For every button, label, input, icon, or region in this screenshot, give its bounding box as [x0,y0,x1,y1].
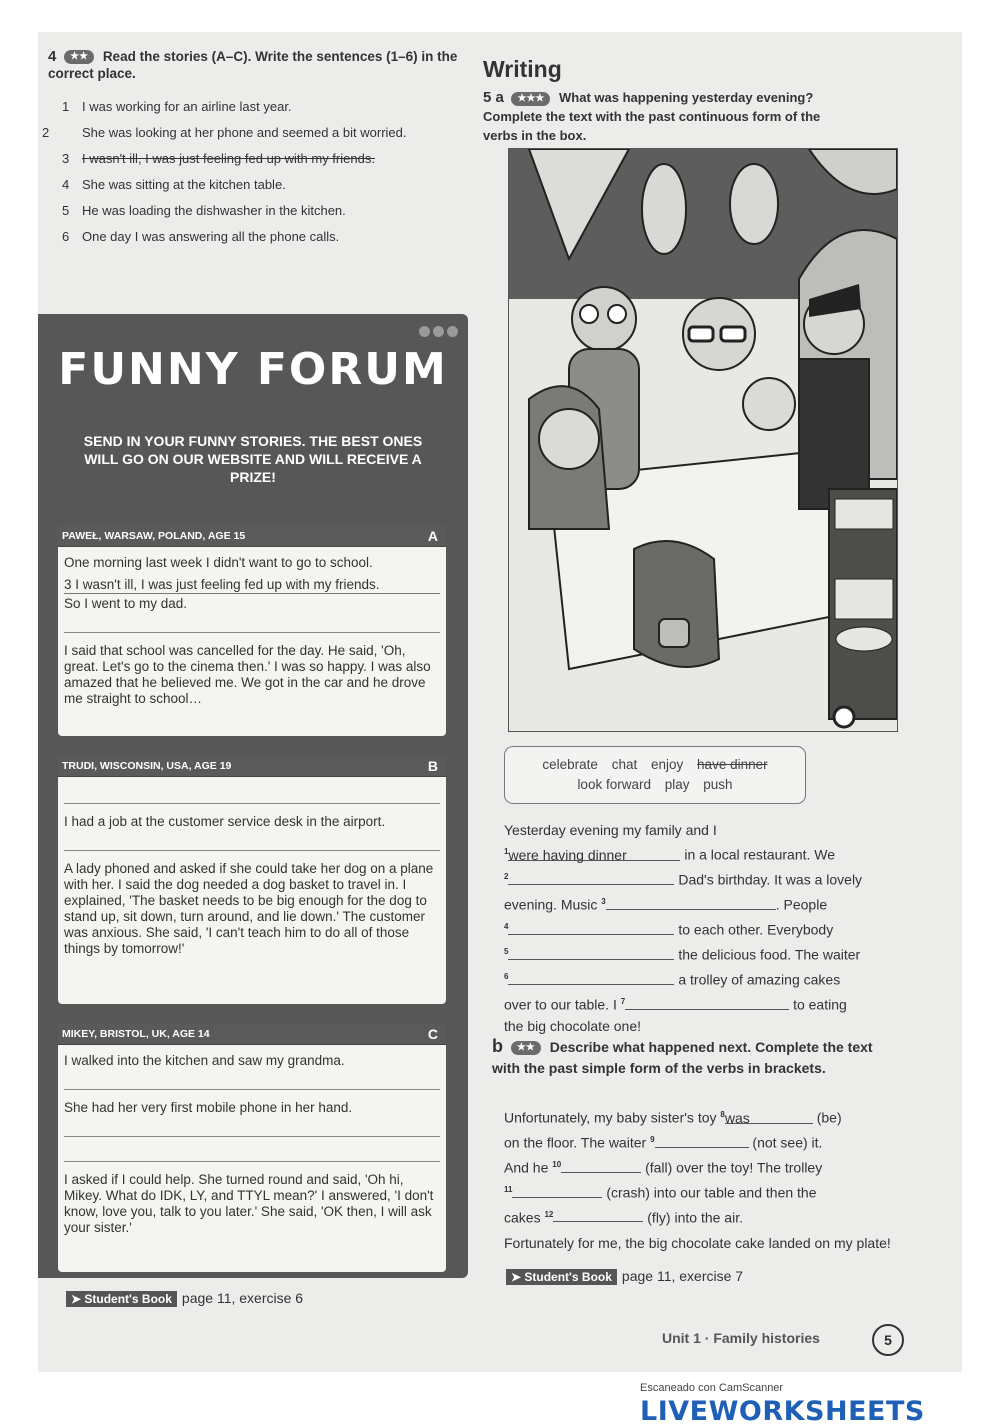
exercise-4-instruction [48,48,458,82]
verb-chip[interactable]: play [664,777,690,792]
story-header: PAWEŁ, WARSAW, POLAND, AGE 15 A [58,526,446,547]
answer-line-filled[interactable]: 3 I wasn't ill, I was just feeling fed up with my friends. [64,577,440,594]
verb-chip[interactable]: celebrate [542,757,598,772]
story-letter: B [427,758,438,774]
dot-icon [447,326,458,337]
sentence-item[interactable]: 5 He was loading the dishwasher in the kitchen. [62,203,346,218]
answer-line-empty[interactable] [64,1075,440,1090]
exercise-5b-text: Unfortunately, my baby sister's toy $^8$was (be) on the floor. The waiter $^9$ (not see) it. And he $^{10}$ (fall) over the toy! The trolley $^{11}$ (crash) into our table and then the cakes $^{12}$ (fly) into the air. Fortunately for me, the big chocolate cake landed on my plate! [504,1109,891,1251]
verb-chip-used[interactable]: have dinner [697,757,768,772]
difficulty-badge: ★★★ [511,92,550,106]
students-book-reference-right: ➤ Student's Book page 11, exercise 7 [506,1268,743,1285]
difficulty-badge: ★★ [511,1041,541,1055]
scanner-caption: Escaneado con CamScanner [640,1382,784,1394]
page-number: 5 [872,1324,904,1356]
answer-line-empty[interactable] [64,836,440,851]
instruction-text: Read the stories (A–C). Write the sentences (1–6) in the correct place. [48,49,458,81]
verb-chip[interactable]: chat [611,757,638,772]
story-header: MIKEY, BRISTOL, UK, AGE 14 C [58,1024,446,1045]
verb-chip[interactable]: push [703,777,733,792]
dot-icon [433,326,444,337]
gap-3[interactable] [606,894,776,910]
sentence-item[interactable]: 2 She was looking at her phone and seemed a bit worried. [42,125,407,140]
students-book-reference-left: ➤ Student's Book page 11, exercise 6 [66,1290,303,1307]
exercise-number: 4 [48,48,57,65]
verb-chip[interactable]: enjoy [651,757,684,772]
writing-heading: Writing [483,56,562,82]
story-body: I had a job at the customer service desk in the airport. A lady phoned and asked if she could take her dog on a plane with her. I said the dog needed a dog basket to travel in. I explained, 'The basket needs to be big enough for the dog to stand up, sit down, turn around, and lie down.' The customer was anxious. She said, 'I can't teach him to do all of those things by tomorrow!' [58,777,446,967]
verb-chip[interactable]: look forward [577,777,651,792]
gap-7[interactable] [625,994,789,1010]
liveworksheets-logo[interactable]: LIVEWORKSHEETS [640,1396,925,1427]
story-letter: A [427,528,438,544]
answer-line-empty[interactable] [64,1147,440,1162]
footer [640,1378,1000,1427]
exercise-5b-instruction: b ★★ Describe what happened next. Complete the text with the past simple form of the verbs in brackets. [492,1036,873,1076]
answer-line-empty[interactable] [64,618,440,633]
forum-subtitle: SEND IN YOUR FUNNY STORIES. THE BEST ONES WILL GO ON OUR WEBSITE AND WILL RECEIVE A PRIZE! [83,433,423,485]
gap-6[interactable] [508,969,674,985]
gap-2[interactable] [508,869,674,885]
exercise-5a-instruction: 5 a ★★★ What was happening yesterday evening? Complete the text with the past continuous form of the verbs in the box. [483,89,821,143]
story-header: TRUDI, WISCONSIN, USA, AGE 19 B [58,756,446,777]
gap-5[interactable] [508,944,674,960]
answer-line-empty[interactable] [64,789,440,804]
sentence-item[interactable]: 6 One day I was answering all the phone calls. [62,229,340,244]
gap-1-filled[interactable]: were having dinner [508,845,680,861]
forum-title: FUNNY FORUM [58,344,448,395]
gap-11[interactable] [512,1182,602,1198]
sentence-item-used[interactable]: 3 I wasn't ill, I was just feeling fed up with my friends. [62,151,375,166]
verb-box [504,746,806,804]
sentence-item[interactable]: 4 She was sitting at the kitchen table. [62,177,286,192]
gap-12[interactable] [553,1206,643,1222]
gap-8-filled[interactable]: was [725,1108,813,1124]
gap-10[interactable] [561,1157,641,1173]
window-dots [416,324,458,342]
dot-icon [419,326,430,337]
restaurant-illustration [508,148,898,732]
story-c [58,1024,446,1272]
story-body: One morning last week I didn't want to go to school. 3 I wasn't ill, I was just feeling fed up with my friends. So I went to my dad. I said that school was cancelled for the day. He said, 'Oh, great. Let's go to the cinema then.' I was so happy. I was also amazed that he believed me. We got in the car and he drove me straight to school… [58,547,446,717]
story-b [58,756,446,1004]
gap-4[interactable] [508,919,674,935]
difficulty-badge: ★★ [64,50,94,64]
exercise-5a-text: Yesterday evening my family and I $^1$were having dinner in a local restaurant. We $^2$ Dad's birthday. It was a lovely evening. Music $^3$ . People $^4$ to each other. Everybody $^5$ the delicious food. The waiter $^6$ a trolley of amazing cakes over to our table. I $^7$ to eating the big chocolate one! [504,822,863,1034]
restaurant-scene-image [509,149,897,731]
funny-forum-panel [38,314,468,1278]
unit-label: Unit 1 · Family histories [662,1330,820,1346]
story-letter: C [427,1026,438,1042]
story-body: I walked into the kitchen and saw my grandma. She had her very first mobile phone in her hand. I asked if I could help. She turned round and said, 'Oh hi, Mikey. What do IDK, LY, and TTYL mean?' I answered, 'I don't know, love you, talk to you later.' She said, 'OK then, I will ask your sister.' [58,1045,446,1246]
story-a [58,526,446,736]
gap-9[interactable] [655,1132,749,1148]
sentence-list [42,98,462,254]
sentence-item[interactable]: 1 I was working for an airline last year. [62,99,292,114]
answer-line-empty[interactable] [64,1122,440,1137]
